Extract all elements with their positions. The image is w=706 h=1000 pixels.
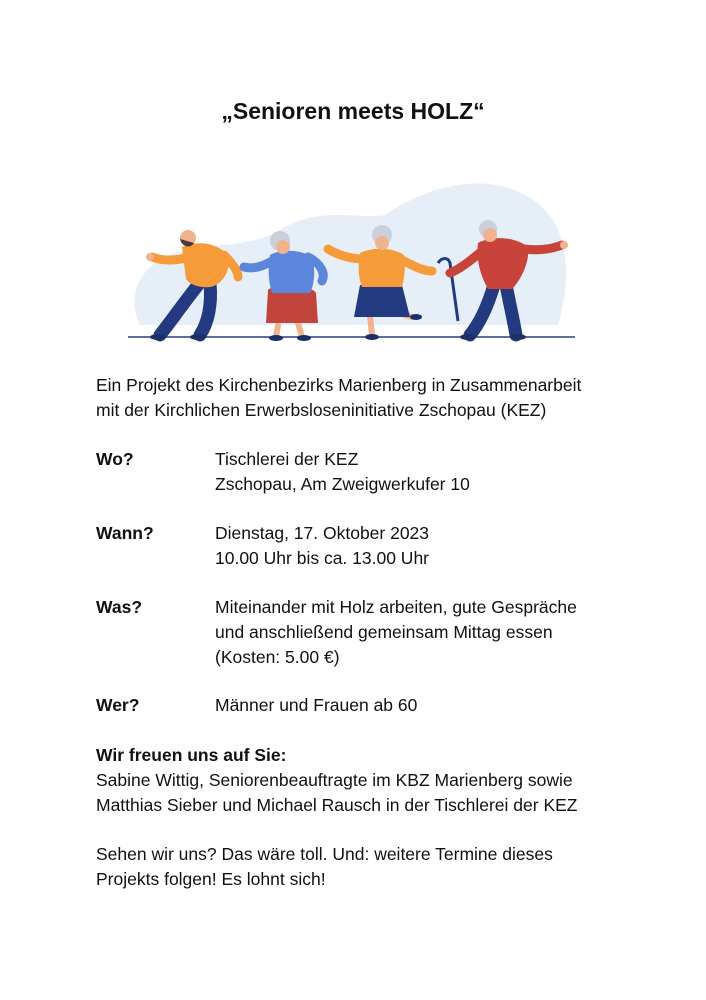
where-line-1: Tischlerei der KEZ xyxy=(215,449,359,469)
intro-line-1: Ein Projekt des Kirchenbezirks Marienberg in Zusammenarbeit xyxy=(96,375,582,395)
closing-heading: Wir freuen uns auf Sie: xyxy=(96,745,287,765)
what-line-3: (Kosten: 5.00 €) xyxy=(215,647,340,667)
who-value xyxy=(215,693,417,718)
where-label: Wo? xyxy=(96,449,134,469)
closing-line-1: Sabine Wittig, Seniorenbeauftragte im KBZ Marienberg sowie xyxy=(96,770,573,790)
where-line-2: Zschopau, Am Zweigwerkufer 10 xyxy=(215,474,470,494)
intro-paragraph xyxy=(96,373,636,423)
who-label: Wer? xyxy=(96,695,140,715)
what-value xyxy=(215,595,577,670)
when-line-2: 10.00 Uhr bis ca. 13.00 Uhr xyxy=(215,548,430,568)
when-label: Wann? xyxy=(96,523,154,543)
closing-paragraph xyxy=(96,743,636,818)
what-label: Was? xyxy=(96,597,143,617)
intro-line-2: mit der Kirchlichen Erwerbsloseninitiative Zschopau (KEZ) xyxy=(96,400,547,420)
outro-paragraph xyxy=(96,842,636,892)
where-value xyxy=(215,447,470,497)
when-value xyxy=(215,521,429,571)
when-line-1: Dienstag, 17. Oktober 2023 xyxy=(215,523,430,543)
dancing-seniors-svg xyxy=(120,175,580,345)
dancing-seniors-illustration xyxy=(120,175,580,350)
closing-line-2: Matthias Sieber und Michael Rausch in der Tischlerei der KEZ xyxy=(96,795,578,815)
who-line-1: Männer und Frauen ab 60 xyxy=(215,695,418,715)
outro-line-2: Projekts folgen! Es lohnt sich! xyxy=(96,869,326,889)
outro-line-1: Sehen wir uns? Das wäre toll. Und: weitere Termine dieses xyxy=(96,844,553,864)
flyer-title: „Senioren meets HOLZ“ xyxy=(221,98,485,124)
what-line-2: und anschließend gemeinsam Mittag essen xyxy=(215,622,553,642)
what-line-1: Miteinander mit Holz arbeiten, gute Gespräche xyxy=(215,597,577,617)
